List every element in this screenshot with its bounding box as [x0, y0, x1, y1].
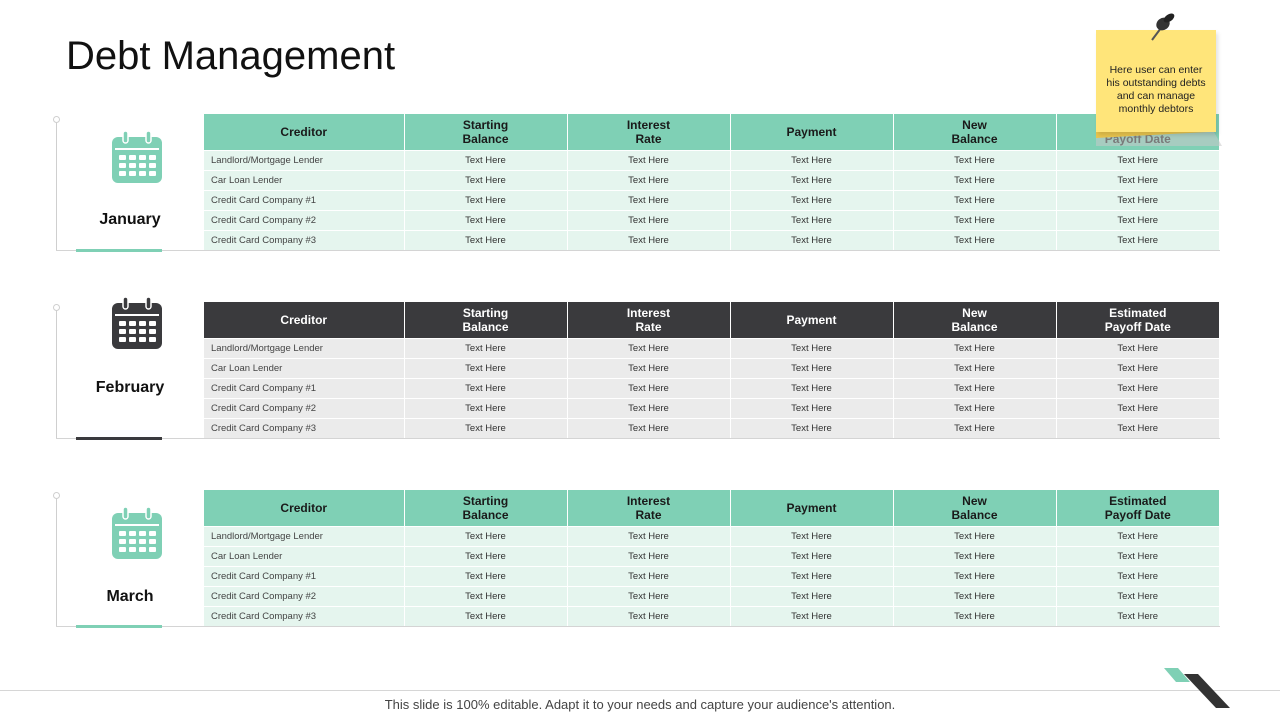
- table-cell: Text Here: [730, 546, 893, 566]
- column-header-payment: Payment: [730, 114, 893, 150]
- table-cell: Text Here: [1056, 150, 1219, 170]
- month-accent-bar: [76, 625, 162, 628]
- frame-dot: [53, 492, 60, 499]
- column-header-payoff-date: Estimated Payoff Date: [1056, 302, 1219, 338]
- month-accent-bar: [76, 437, 162, 440]
- table-cell: Text Here: [730, 230, 893, 250]
- table-row: [204, 230, 1219, 250]
- section-frame-line: [56, 496, 57, 627]
- table-cell: Text Here: [404, 606, 567, 626]
- creditor-cell: Credit Card Company #3: [204, 418, 404, 438]
- section-base-line: [56, 438, 1220, 439]
- table-cell: Text Here: [567, 150, 730, 170]
- table-cell: Text Here: [1056, 526, 1219, 546]
- table-cell: Text Here: [730, 606, 893, 626]
- table-cell: Text Here: [567, 378, 730, 398]
- table-cell: Text Here: [404, 190, 567, 210]
- section-february: [56, 302, 1220, 439]
- table-cell: Text Here: [567, 418, 730, 438]
- creditor-cell: Credit Card Company #1: [204, 190, 404, 210]
- table-cell: Text Here: [730, 398, 893, 418]
- section-frame-line: [56, 308, 57, 439]
- table-cell: Text Here: [404, 358, 567, 378]
- table-cell: Text Here: [404, 586, 567, 606]
- table-cell: Text Here: [730, 170, 893, 190]
- column-header-creditor: Creditor: [204, 302, 404, 338]
- debt-table: [204, 302, 1219, 438]
- column-header-new-balance: New Balance: [893, 490, 1056, 526]
- table-cell: Text Here: [730, 418, 893, 438]
- table-row: [204, 526, 1219, 546]
- table-row: [204, 586, 1219, 606]
- table-cell: Text Here: [567, 526, 730, 546]
- column-header-new-balance: New Balance: [893, 302, 1056, 338]
- table-cell: Text Here: [404, 566, 567, 586]
- table-row: [204, 418, 1219, 438]
- table-cell: Text Here: [567, 358, 730, 378]
- table-cell: Text Here: [1056, 230, 1219, 250]
- table-cell: Text Here: [1056, 566, 1219, 586]
- table-body: [204, 338, 1219, 438]
- table-header-row: [204, 302, 1219, 338]
- page-title: Debt Management: [66, 34, 396, 78]
- column-header-interest-rate: Interest Rate: [567, 490, 730, 526]
- table-row: [204, 150, 1219, 170]
- table-cell: Text Here: [893, 566, 1056, 586]
- table-cell: Text Here: [893, 546, 1056, 566]
- table-row: [204, 358, 1219, 378]
- table-cell: Text Here: [567, 190, 730, 210]
- frame-dot: [53, 116, 60, 123]
- creditor-cell: Credit Card Company #1: [204, 566, 404, 586]
- table-cell: Text Here: [893, 418, 1056, 438]
- creditor-cell: Credit Card Company #3: [204, 230, 404, 250]
- creditor-cell: Credit Card Company #2: [204, 210, 404, 230]
- table-cell: Text Here: [893, 190, 1056, 210]
- table-cell: Text Here: [567, 586, 730, 606]
- table-cell: Text Here: [730, 338, 893, 358]
- calendar-icon: [110, 296, 164, 352]
- table-cell: Text Here: [893, 338, 1056, 358]
- column-header-starting-balance: Starting Balance: [404, 302, 567, 338]
- column-header-starting-balance: Starting Balance: [404, 490, 567, 526]
- section-january: [56, 114, 1220, 251]
- creditor-cell: Credit Card Company #1: [204, 378, 404, 398]
- creditor-cell: Landlord/Mortgage Lender: [204, 150, 404, 170]
- table-row: [204, 398, 1219, 418]
- column-header-starting-balance: Starting Balance: [404, 114, 567, 150]
- table-cell: Text Here: [1056, 546, 1219, 566]
- creditor-cell: Landlord/Mortgage Lender: [204, 526, 404, 546]
- section-frame-line: [56, 120, 57, 251]
- creditor-cell: Landlord/Mortgage Lender: [204, 338, 404, 358]
- footer-caption: This slide is 100% editable. Adapt it to your needs and capture your audience's attention.: [384, 697, 896, 712]
- table-cell: Text Here: [730, 150, 893, 170]
- creditor-cell: Credit Card Company #2: [204, 586, 404, 606]
- creditor-cell: Car Loan Lender: [204, 358, 404, 378]
- table-cell: Text Here: [404, 418, 567, 438]
- table-cell: Text Here: [893, 150, 1056, 170]
- table-cell: Text Here: [893, 606, 1056, 626]
- column-header-interest-rate: Interest Rate: [567, 302, 730, 338]
- table-row: [204, 170, 1219, 190]
- table-body: [204, 150, 1219, 250]
- table-row: [204, 190, 1219, 210]
- table-cell: Text Here: [893, 378, 1056, 398]
- month-label: January: [99, 211, 161, 228]
- table-cell: Text Here: [567, 398, 730, 418]
- table-cell: Text Here: [893, 230, 1056, 250]
- table-cell: Text Here: [404, 378, 567, 398]
- table-header-row: [204, 490, 1219, 526]
- table-cell: Text Here: [1056, 586, 1219, 606]
- table-row: [204, 566, 1219, 586]
- debt-table: [204, 490, 1219, 626]
- table-cell: Text Here: [893, 170, 1056, 190]
- table-body: [204, 526, 1219, 626]
- table-header-row: [204, 114, 1219, 150]
- table-cell: Text Here: [404, 398, 567, 418]
- table-cell: Text Here: [730, 526, 893, 546]
- column-header-payment: Payment: [730, 302, 893, 338]
- table-cell: Text Here: [730, 190, 893, 210]
- table-cell: Text Here: [730, 586, 893, 606]
- calendar-icon: [110, 130, 164, 186]
- table-cell: Text Here: [404, 526, 567, 546]
- table-cell: Text Here: [404, 150, 567, 170]
- table-cell: Text Here: [567, 338, 730, 358]
- creditor-cell: Car Loan Lender: [204, 546, 404, 566]
- table-cell: Text Here: [730, 378, 893, 398]
- table-cell: Text Here: [1056, 338, 1219, 358]
- month-label: February: [95, 379, 165, 396]
- table-cell: Text Here: [567, 230, 730, 250]
- column-header-payoff-date: Estimated Payoff Date: [1056, 490, 1219, 526]
- table-cell: Text Here: [567, 170, 730, 190]
- table-cell: Text Here: [567, 566, 730, 586]
- pushpin-icon: [1148, 10, 1178, 44]
- table-cell: Text Here: [893, 210, 1056, 230]
- calendar-icon: [110, 506, 164, 562]
- table-cell: Text Here: [404, 338, 567, 358]
- month-accent-bar: [76, 249, 162, 252]
- table-cell: Text Here: [730, 358, 893, 378]
- table-cell: Text Here: [730, 566, 893, 586]
- column-header-creditor: Creditor: [204, 490, 404, 526]
- table-cell: Text Here: [893, 398, 1056, 418]
- column-header-new-balance: New Balance: [893, 114, 1056, 150]
- table-row: [204, 546, 1219, 566]
- table-cell: Text Here: [893, 526, 1056, 546]
- table-cell: Text Here: [1056, 398, 1219, 418]
- table-cell: Text Here: [404, 170, 567, 190]
- column-header-creditor: Creditor: [204, 114, 404, 150]
- footer-divider: [0, 690, 1280, 691]
- table-cell: Text Here: [404, 546, 567, 566]
- table-cell: Text Here: [567, 546, 730, 566]
- section-march: [56, 490, 1220, 627]
- table-cell: Text Here: [730, 210, 893, 230]
- table-row: [204, 606, 1219, 626]
- sticky-note: Here user can enter his outstanding debts and can manage monthly debtors: [1096, 30, 1216, 132]
- column-header-interest-rate: Interest Rate: [567, 114, 730, 150]
- table-cell: Text Here: [1056, 210, 1219, 230]
- section-base-line: [56, 250, 1220, 251]
- table-cell: Text Here: [893, 358, 1056, 378]
- column-header-payment: Payment: [730, 490, 893, 526]
- table-cell: Text Here: [1056, 358, 1219, 378]
- creditor-cell: Credit Card Company #3: [204, 606, 404, 626]
- creditor-cell: Car Loan Lender: [204, 170, 404, 190]
- frame-dot: [53, 304, 60, 311]
- table-row: [204, 378, 1219, 398]
- table-cell: Text Here: [567, 210, 730, 230]
- brand-logo-icon: [1160, 662, 1232, 712]
- table-row: [204, 210, 1219, 230]
- table-cell: Text Here: [404, 210, 567, 230]
- table-row: [204, 338, 1219, 358]
- month-label: March: [106, 588, 154, 605]
- table-cell: Text Here: [1056, 606, 1219, 626]
- table-cell: Text Here: [1056, 170, 1219, 190]
- creditor-cell: Credit Card Company #2: [204, 398, 404, 418]
- table-cell: Text Here: [893, 586, 1056, 606]
- table-cell: Text Here: [1056, 418, 1219, 438]
- table-cell: Text Here: [1056, 378, 1219, 398]
- table-cell: Text Here: [1056, 190, 1219, 210]
- table-cell: Text Here: [567, 606, 730, 626]
- section-base-line: [56, 626, 1220, 627]
- debt-table: [204, 114, 1219, 250]
- table-cell: Text Here: [404, 230, 567, 250]
